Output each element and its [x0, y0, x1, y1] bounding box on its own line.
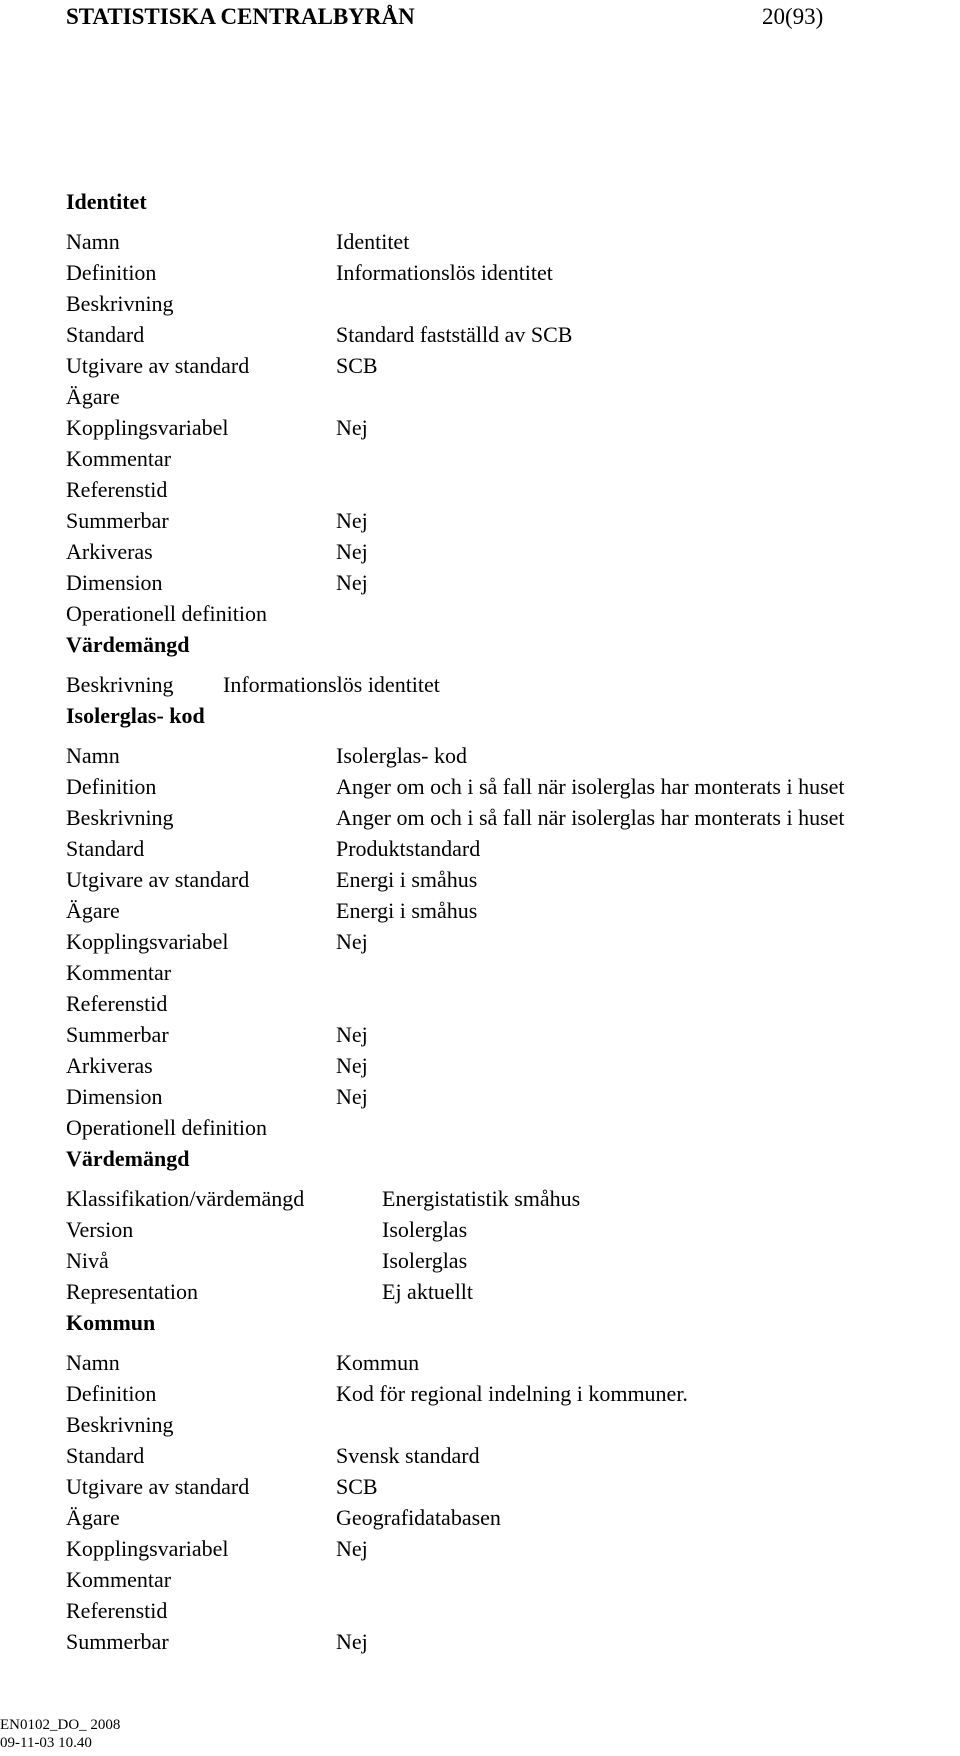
section-title-identitet: Identitet — [66, 189, 147, 214]
field-value: SCB — [336, 1474, 378, 1499]
field-label: Definition — [66, 774, 157, 799]
page-footer — [0, 1716, 120, 1752]
field-row — [66, 1214, 956, 1245]
field-label: Referenstid — [66, 1598, 168, 1623]
field-label: Summerbar — [66, 1629, 169, 1654]
field-row — [66, 381, 956, 412]
vardemangd-list-isolerglas-kod — [66, 1183, 956, 1307]
field-row — [66, 350, 956, 381]
field-value: Identitet — [336, 229, 410, 254]
field-row — [66, 1533, 956, 1564]
field-value: Nej — [336, 1084, 368, 1109]
field-label: Beskrivning — [66, 805, 174, 830]
field-row — [66, 988, 956, 1019]
field-label: Definition — [66, 1381, 157, 1406]
field-list-identitet — [66, 226, 956, 629]
field-value: Standard fastställd av SCB — [336, 322, 573, 347]
field-value: Nej — [336, 570, 368, 595]
field-value: Nej — [336, 1536, 368, 1561]
field-row — [66, 771, 956, 802]
field-value: Nej — [336, 415, 368, 440]
print-timestamp: 09-11-03 10.40 — [0, 1735, 92, 1751]
field-value: Produktstandard — [336, 836, 481, 861]
field-row — [66, 1276, 956, 1307]
field-label: Ägare — [66, 1505, 120, 1530]
field-value: SCB — [336, 353, 378, 378]
field-value: Informationslös identitet — [223, 672, 440, 697]
field-row — [66, 1112, 956, 1143]
field-value: Energi i småhus — [336, 898, 478, 923]
field-row — [66, 536, 956, 567]
field-value: Nej — [336, 1629, 368, 1654]
field-label: Summerbar — [66, 1022, 169, 1047]
field-label: Referenstid — [66, 477, 168, 502]
field-row — [66, 864, 956, 895]
field-list-kommun — [66, 1347, 956, 1657]
field-label: Kommentar — [66, 446, 172, 471]
field-row — [66, 1595, 956, 1626]
field-row — [66, 957, 956, 988]
field-value: Nej — [336, 1022, 368, 1047]
field-label: Kommentar — [66, 1567, 172, 1592]
field-label: Utgivare av standard — [66, 867, 250, 892]
field-label: Arkiveras — [66, 1053, 153, 1078]
field-label: Kopplingsvariabel — [66, 929, 229, 954]
field-row — [66, 1245, 956, 1276]
section-title-isolerglas-kod: Isolerglas- kod — [66, 703, 205, 728]
field-row — [66, 740, 956, 771]
field-value: Kommun — [336, 1350, 420, 1375]
field-row — [66, 412, 956, 443]
field-row — [66, 443, 956, 474]
field-value: Energi i småhus — [336, 867, 478, 892]
field-row — [66, 288, 956, 319]
field-row — [66, 1440, 956, 1471]
field-label: Ägare — [66, 384, 120, 409]
field-value: Geografidatabasen — [336, 1505, 501, 1530]
field-row — [66, 926, 956, 957]
field-value: Informationslös identitet — [336, 260, 553, 285]
field-label: Operationell definition — [66, 1115, 267, 1140]
field-row — [66, 1502, 956, 1533]
field-label: Kommentar — [66, 960, 172, 985]
field-list-isolerglas-kod — [66, 740, 956, 1143]
field-label: Beskrivning — [66, 1412, 174, 1437]
field-label: Nivå — [66, 1248, 109, 1273]
field-row — [66, 1378, 956, 1409]
field-label: Dimension — [66, 1084, 163, 1109]
field-value: Nej — [336, 929, 368, 954]
field-row — [66, 1626, 956, 1657]
field-label: Namn — [66, 1350, 120, 1375]
document-body — [66, 186, 956, 1657]
field-label: Utgivare av standard — [66, 1474, 250, 1499]
field-label: Kopplingsvariabel — [66, 415, 229, 440]
vardemangd-heading: Värdemängd — [66, 632, 190, 657]
field-label: Kopplingsvariabel — [66, 1536, 229, 1561]
document-code: EN0102_DO_ 2008 — [0, 1717, 121, 1733]
field-label: Definition — [66, 260, 157, 285]
field-label: Beskrivning — [66, 291, 174, 316]
section-title-kommun: Kommun — [66, 1310, 156, 1335]
field-label: Summerbar — [66, 508, 169, 533]
field-row — [66, 1471, 956, 1502]
field-value: Energistatistik småhus — [382, 1186, 581, 1211]
field-row — [66, 598, 956, 629]
field-value: Nej — [336, 539, 368, 564]
field-label: Ägare — [66, 898, 120, 923]
field-row — [66, 1347, 956, 1378]
field-value: Ej aktuellt — [382, 1279, 474, 1304]
field-row — [66, 257, 956, 288]
field-row — [66, 505, 956, 536]
field-value: Nej — [336, 1053, 368, 1078]
field-label: Standard — [66, 1443, 145, 1468]
field-label: Dimension — [66, 570, 163, 595]
field-label: Klassifikation/värdemängd — [66, 1186, 305, 1211]
field-row — [66, 833, 956, 864]
field-label: Standard — [66, 322, 145, 347]
field-label: Referenstid — [66, 991, 168, 1016]
field-row — [66, 567, 956, 598]
field-row — [66, 1183, 956, 1214]
field-row — [66, 319, 956, 350]
field-value: Anger om och i så fall när isolerglas har monterats i huset — [336, 774, 845, 799]
field-row — [66, 1409, 956, 1440]
field-label: Namn — [66, 229, 120, 254]
field-row — [66, 669, 956, 700]
field-row — [66, 1564, 956, 1595]
field-label: Standard — [66, 836, 145, 861]
field-row — [66, 1050, 956, 1081]
field-label: Representation — [66, 1279, 198, 1304]
field-row — [66, 802, 956, 833]
field-row — [66, 1019, 956, 1050]
field-label: Beskrivning — [66, 672, 174, 697]
field-row — [66, 474, 956, 505]
field-label: Utgivare av standard — [66, 353, 250, 378]
field-label: Namn — [66, 743, 120, 768]
vardemangd-list-identitet — [66, 669, 956, 700]
field-value: Kod för regional indelning i kommuner. — [336, 1381, 688, 1406]
organization-name: STATISTISKA CENTRALBYRÅN — [66, 4, 415, 29]
field-row — [66, 226, 956, 257]
page-number: 20(93) — [762, 4, 824, 29]
field-label: Version — [66, 1217, 134, 1242]
field-row — [66, 1081, 956, 1112]
vardemangd-heading: Värdemängd — [66, 1146, 190, 1171]
page-header — [66, 0, 866, 34]
field-value: Nej — [336, 508, 368, 533]
field-value: Isolerglas- kod — [336, 743, 467, 768]
field-row — [66, 895, 956, 926]
field-label: Operationell definition — [66, 601, 267, 626]
field-value: Isolerglas — [382, 1248, 468, 1273]
field-value: Isolerglas — [382, 1217, 468, 1242]
field-value: Svensk standard — [336, 1443, 480, 1468]
field-label: Arkiveras — [66, 539, 153, 564]
field-value: Anger om och i så fall när isolerglas har monterats i huset — [336, 805, 845, 830]
